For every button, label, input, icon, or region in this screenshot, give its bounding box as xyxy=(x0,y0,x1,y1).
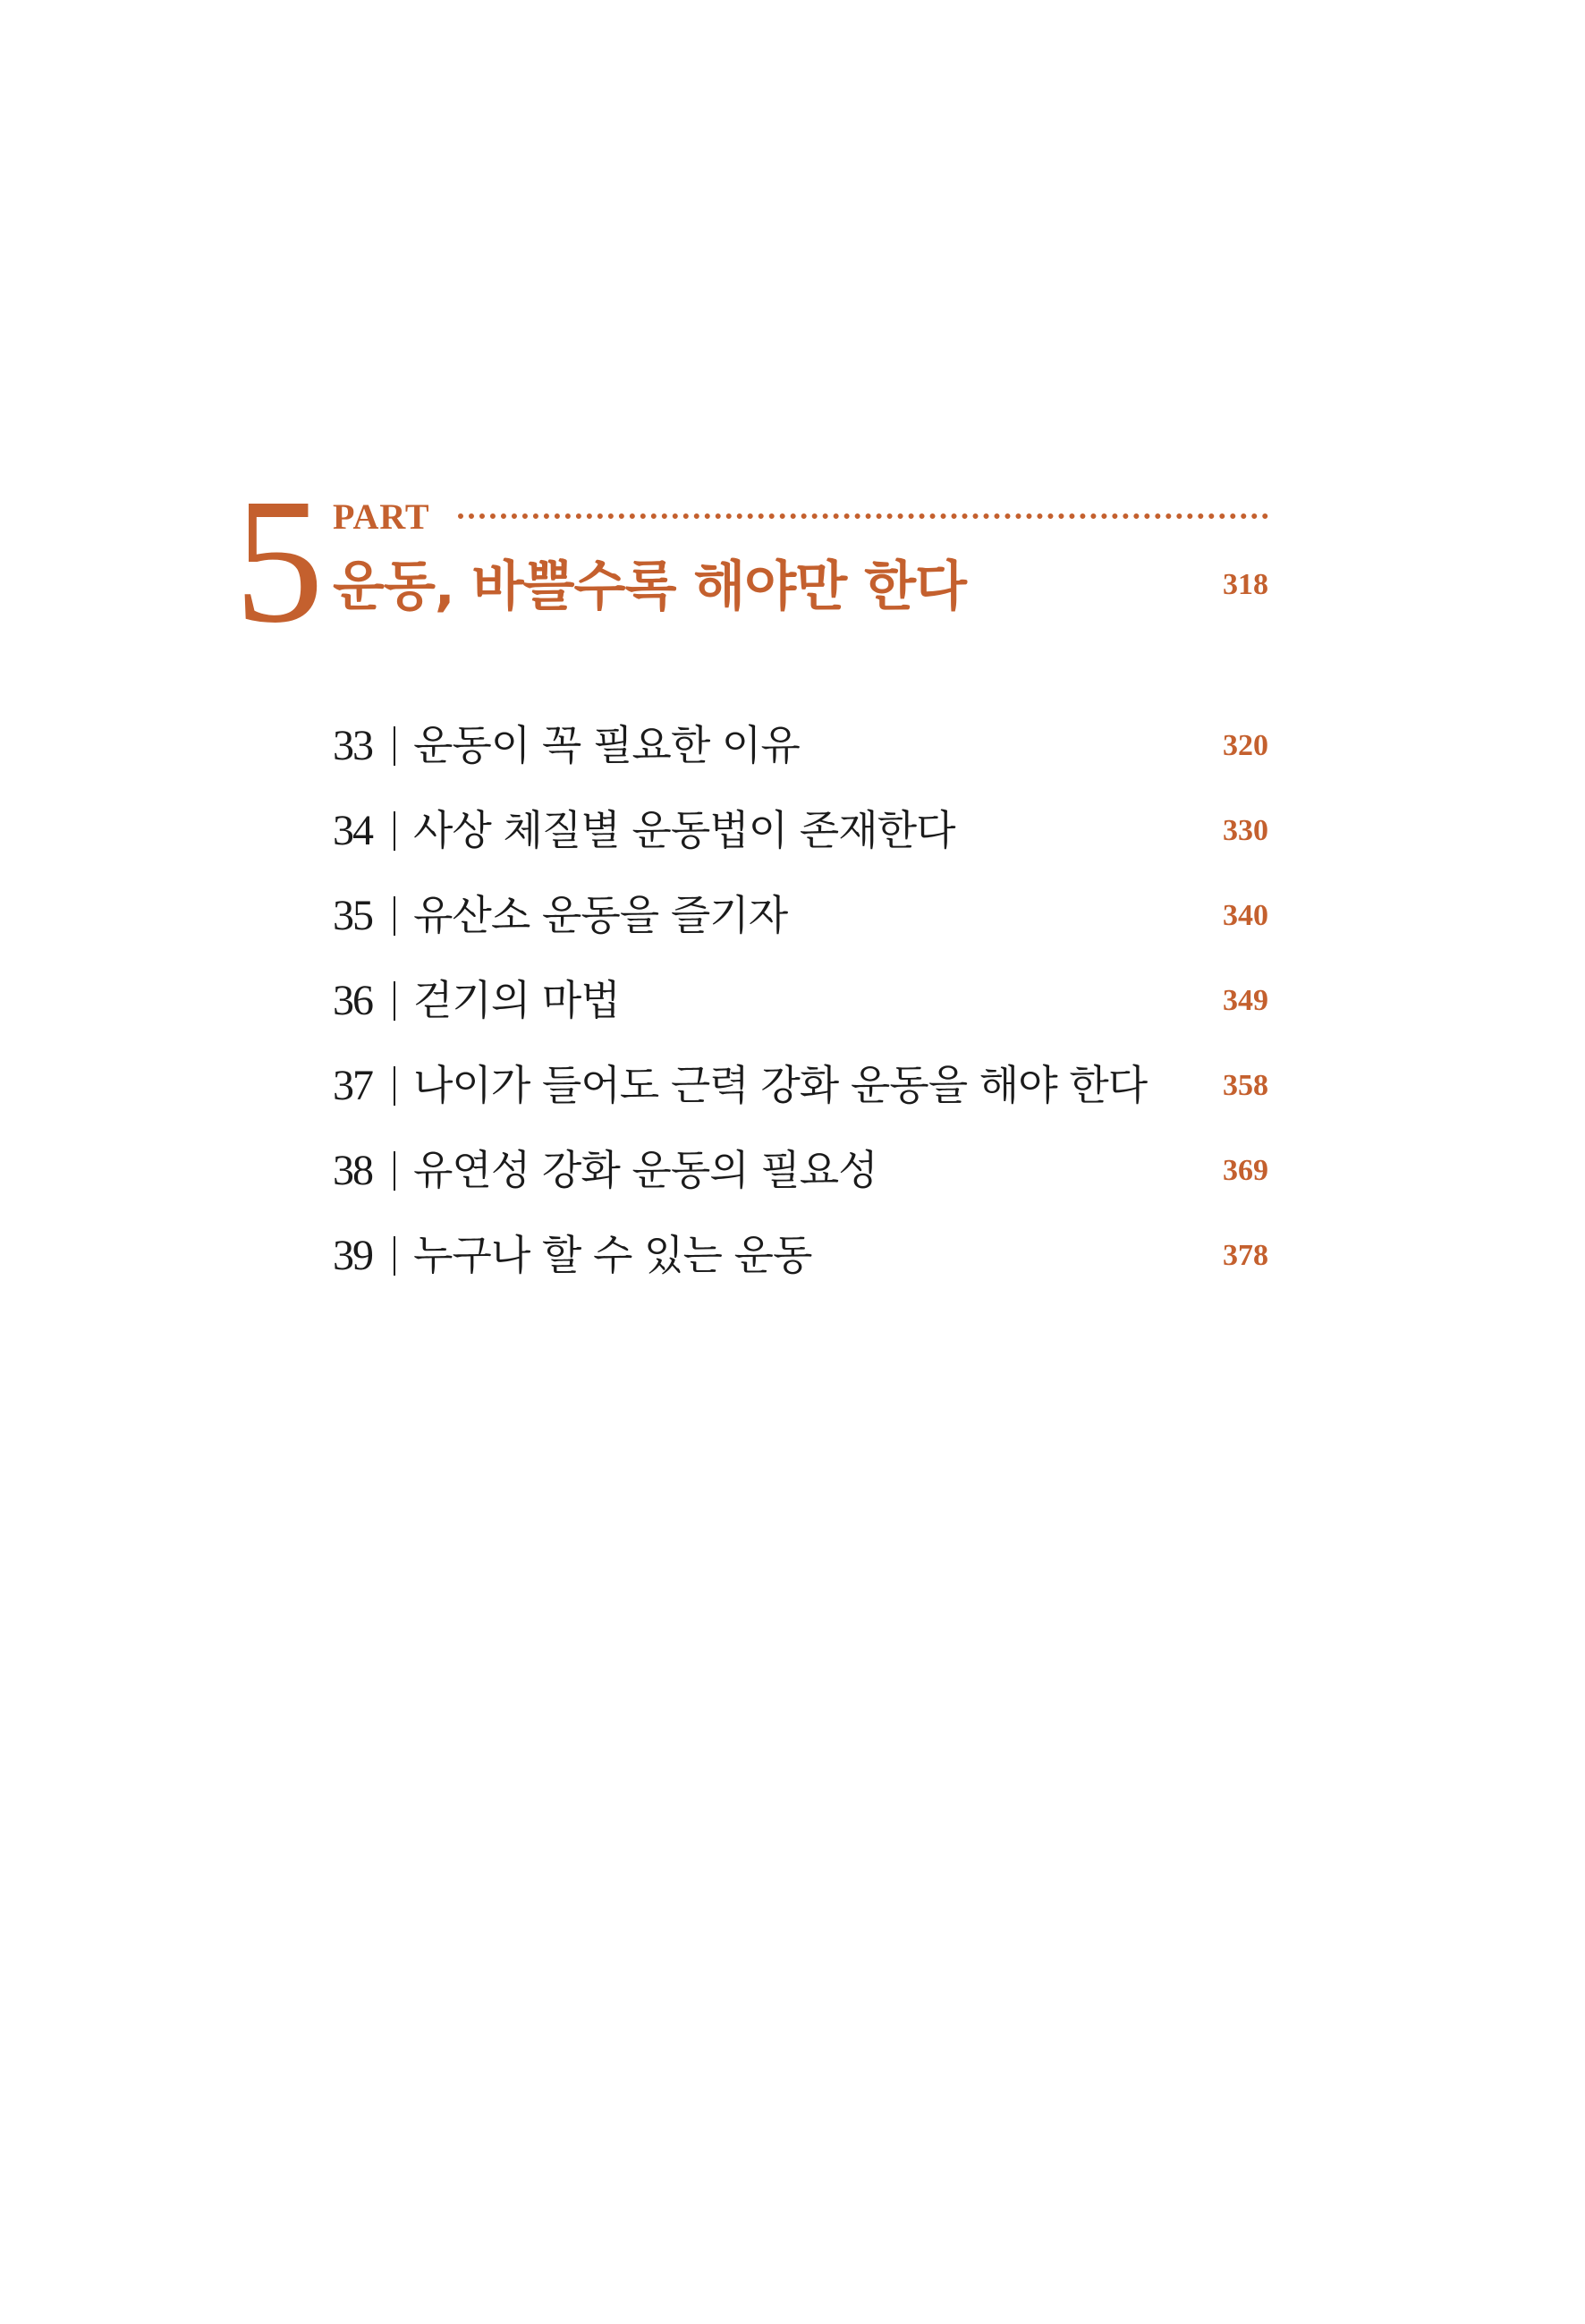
chapter-title: 운동이 꼭 필요한 이유 xyxy=(413,721,800,769)
chapter-list xyxy=(333,716,1268,1310)
chapter-page-number: 358 xyxy=(1223,1069,1268,1102)
chapter-number: 39 xyxy=(333,1232,372,1279)
chapter-number: 37 xyxy=(333,1062,372,1109)
chapter-entry[interactable] xyxy=(333,886,1268,971)
chapter-entry[interactable] xyxy=(333,971,1268,1056)
chapter-page-number: 330 xyxy=(1223,814,1268,847)
separator-bar xyxy=(394,981,395,1021)
chapter-title: 걷기의 마법 xyxy=(413,976,620,1024)
chapter-number: 38 xyxy=(333,1147,372,1194)
chapter-page-number: 369 xyxy=(1223,1154,1268,1187)
chapter-title: 사상 체질별 운동법이 존재한다 xyxy=(413,806,955,854)
chapter-entry[interactable] xyxy=(333,716,1268,801)
chapter-entry[interactable] xyxy=(333,801,1268,886)
chapter-entry[interactable] xyxy=(333,1141,1268,1226)
chapter-number: 33 xyxy=(333,722,372,769)
chapter-page-number: 340 xyxy=(1223,899,1268,932)
chapter-number: 34 xyxy=(333,807,372,854)
chapter-title: 유산소 운동을 즐기자 xyxy=(413,891,788,939)
separator-bar xyxy=(394,811,395,851)
part-title: 운동, 바쁠수록 해야만 한다 xyxy=(333,556,967,618)
separator-bar xyxy=(394,1066,395,1106)
separator-bar xyxy=(394,1236,395,1276)
chapter-page-number: 320 xyxy=(1223,729,1268,762)
part-label: PART xyxy=(333,496,430,537)
chapter-page-number: 378 xyxy=(1223,1239,1268,1272)
chapter-entry[interactable] xyxy=(333,1056,1268,1141)
separator-bar xyxy=(394,896,395,936)
separator-bar xyxy=(394,1151,395,1191)
chapter-page-number: 349 xyxy=(1223,984,1268,1017)
dotted-leader xyxy=(458,513,1268,519)
part-page-number: 318 xyxy=(1223,568,1268,601)
chapter-entry[interactable] xyxy=(333,1226,1268,1310)
chapter-title: 나이가 들어도 근력 강화 운동을 해야 한다 xyxy=(413,1061,1148,1109)
separator-bar xyxy=(394,726,395,766)
chapter-title: 유연성 강화 운동의 필요성 xyxy=(413,1146,877,1194)
chapter-title: 누구나 할 수 있는 운동 xyxy=(413,1231,812,1279)
chapter-number: 35 xyxy=(333,892,372,939)
chapter-number: 36 xyxy=(333,977,372,1024)
part-number: 5 xyxy=(234,462,324,660)
